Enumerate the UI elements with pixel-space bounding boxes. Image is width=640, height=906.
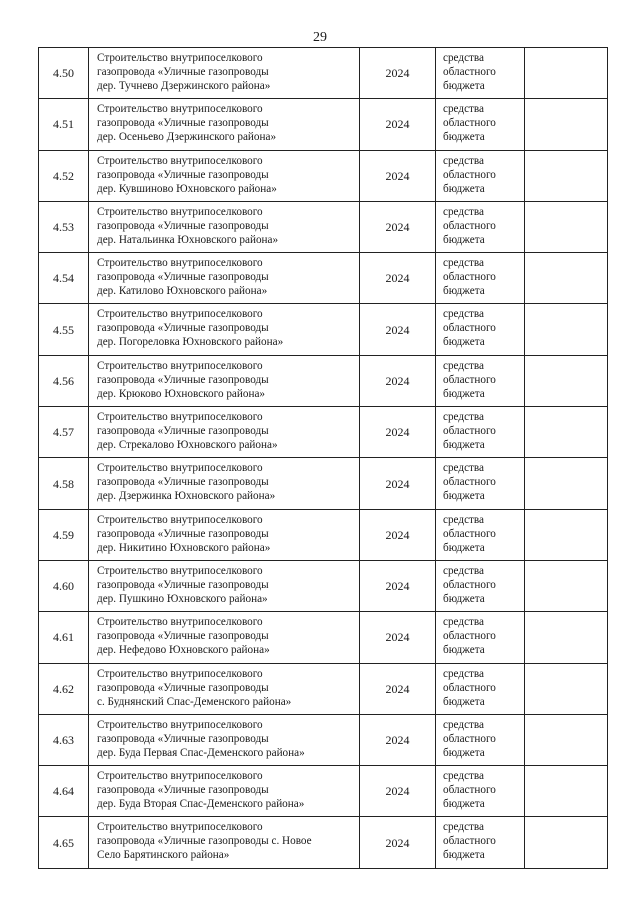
empty-cell (525, 407, 607, 457)
funding-source: средства областного бюджета (436, 664, 525, 714)
year: 2024 (360, 561, 436, 611)
funding-source: средства областного бюджета (436, 766, 525, 816)
empty-cell (525, 356, 607, 406)
year: 2024 (360, 458, 436, 508)
row-number: 4.55 (39, 304, 89, 354)
funding-source: средства областного бюджета (436, 304, 525, 354)
year: 2024 (360, 407, 436, 457)
year: 2024 (360, 356, 436, 406)
project-name: Строительство внутрипоселкового газопровода «Уличные газопроводы дер. Дзержинка Юхновского района» (89, 458, 360, 508)
empty-cell (525, 561, 607, 611)
row-number: 4.63 (39, 715, 89, 765)
empty-cell (525, 202, 607, 252)
funding-source: средства областного бюджета (436, 202, 525, 252)
project-name: Строительство внутрипоселкового газопровода «Уличные газопроводы с. Новое Село Барятинского района» (89, 817, 360, 867)
empty-cell (525, 715, 607, 765)
empty-cell (525, 766, 607, 816)
funding-source: средства областного бюджета (436, 48, 525, 98)
empty-cell (525, 151, 607, 201)
table-row (39, 510, 607, 561)
empty-cell (525, 48, 607, 98)
row-number: 4.61 (39, 612, 89, 662)
year: 2024 (360, 715, 436, 765)
table-row (39, 458, 607, 509)
funding-source: средства областного бюджета (436, 561, 525, 611)
table-row (39, 202, 607, 253)
empty-cell (525, 253, 607, 303)
project-name: Строительство внутрипоселкового газопровода «Уличные газопроводы дер. Тучнево Дзержинского района» (89, 48, 360, 98)
row-number: 4.64 (39, 766, 89, 816)
funding-source: средства областного бюджета (436, 817, 525, 867)
project-name: Строительство внутрипоселкового газопровода «Уличные газопроводы дер. Пушкино Юхновского района» (89, 561, 360, 611)
year: 2024 (360, 202, 436, 252)
empty-cell (525, 510, 607, 560)
table-row (39, 253, 607, 304)
row-number: 4.62 (39, 664, 89, 714)
empty-cell (525, 304, 607, 354)
project-name: Строительство внутрипоселкового газопровода «Уличные газопроводы дер. Крюково Юхновского района» (89, 356, 360, 406)
row-number: 4.57 (39, 407, 89, 457)
empty-cell (525, 99, 607, 149)
table-row (39, 817, 607, 868)
table-row (39, 48, 607, 99)
funding-source: средства областного бюджета (436, 356, 525, 406)
row-number: 4.50 (39, 48, 89, 98)
funding-source: средства областного бюджета (436, 715, 525, 765)
table-row (39, 151, 607, 202)
row-number: 4.56 (39, 356, 89, 406)
gas-pipeline-table (38, 47, 608, 869)
funding-source: средства областного бюджета (436, 151, 525, 201)
row-number: 4.51 (39, 99, 89, 149)
project-name: Строительство внутрипоселкового газопровода «Уличные газопроводы дер. Нефедово Юхновского района» (89, 612, 360, 662)
year: 2024 (360, 253, 436, 303)
row-number: 4.53 (39, 202, 89, 252)
table-row (39, 99, 607, 150)
empty-cell (525, 458, 607, 508)
empty-cell (525, 612, 607, 662)
project-name: Строительство внутрипоселкового газопровода «Уличные газопроводы дер. Осеньево Дзержинского района» (89, 99, 360, 149)
funding-source: средства областного бюджета (436, 253, 525, 303)
table-row (39, 715, 607, 766)
project-name: Строительство внутрипоселкового газопровода «Уличные газопроводы дер. Стрекалово Юхновского района» (89, 407, 360, 457)
year: 2024 (360, 766, 436, 816)
project-name: Строительство внутрипоселкового газопровода «Уличные газопроводы дер. Буда Вторая Спас-Деменского района» (89, 766, 360, 816)
page-number: 29 (313, 30, 327, 45)
funding-source: средства областного бюджета (436, 510, 525, 560)
table-row (39, 612, 607, 663)
year: 2024 (360, 151, 436, 201)
project-name: Строительство внутрипоселкового газопровода «Уличные газопроводы дер. Кувшиново Юхновского района» (89, 151, 360, 201)
table-row (39, 664, 607, 715)
project-name: Строительство внутрипоселкового газопровода «Уличные газопроводы дер. Натальинка Юхновского района» (89, 202, 360, 252)
row-number: 4.60 (39, 561, 89, 611)
project-name: Строительство внутрипоселкового газопровода «Уличные газопроводы дер. Катилово Юхновского района» (89, 253, 360, 303)
row-number: 4.59 (39, 510, 89, 560)
funding-source: средства областного бюджета (436, 612, 525, 662)
project-name: Строительство внутрипоселкового газопровода «Уличные газопроводы дер. Погореловка Юхновского района» (89, 304, 360, 354)
project-name: Строительство внутрипоселкового газопровода «Уличные газопроводы дер. Никитино Юхновского района» (89, 510, 360, 560)
empty-cell (525, 664, 607, 714)
year: 2024 (360, 304, 436, 354)
empty-cell (525, 817, 607, 867)
project-name: Строительство внутрипоселкового газопровода «Уличные газопроводы с. Буднянский Спас-Деменского района» (89, 664, 360, 714)
year: 2024 (360, 48, 436, 98)
funding-source: средства областного бюджета (436, 407, 525, 457)
year: 2024 (360, 99, 436, 149)
row-number: 4.52 (39, 151, 89, 201)
table-row (39, 561, 607, 612)
table-row (39, 766, 607, 817)
table-row (39, 407, 607, 458)
year: 2024 (360, 612, 436, 662)
year: 2024 (360, 510, 436, 560)
table-row (39, 304, 607, 355)
row-number: 4.54 (39, 253, 89, 303)
year: 2024 (360, 817, 436, 867)
year: 2024 (360, 664, 436, 714)
table-row (39, 356, 607, 407)
row-number: 4.65 (39, 817, 89, 867)
funding-source: средства областного бюджета (436, 458, 525, 508)
project-name: Строительство внутрипоселкового газопровода «Уличные газопроводы дер. Буда Первая Спас-Деменского района» (89, 715, 360, 765)
funding-source: средства областного бюджета (436, 99, 525, 149)
row-number: 4.58 (39, 458, 89, 508)
